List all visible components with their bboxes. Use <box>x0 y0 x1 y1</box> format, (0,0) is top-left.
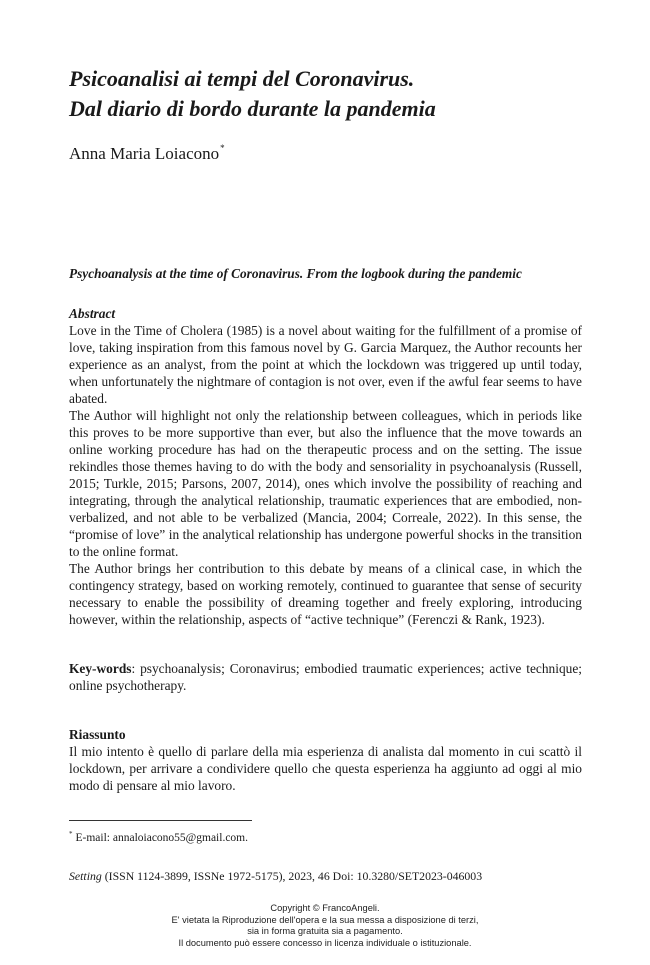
footnote-text: E-mail: annaloiacono55@gmail.com. <box>75 832 248 844</box>
keywords-text: : psychoanalysis; Coronavirus; embodied traumatic experiences; active technique; online psychotherapy. <box>69 661 582 693</box>
copyright-line-3: sia in forma gratuita sia a pagamento. <box>247 926 403 936</box>
footnote-mark: * <box>69 830 73 838</box>
abstract-paragraph-3: The Author brings her contribution to this debate by means of a clinical case, in which the contingency strategy, based on working remotely, continued to guarantee that sense of security necessary to enable the possibility of dreaming together and freely exploring, introducing however, within the relationship, aspects of “active technique” (Ferenczi & Rank, 1923). <box>69 561 582 627</box>
citation-details: (ISSN 1124-3899, ISSNe 1972-5175), 2023, 46 Doi: 10.3280/SET2023-046003 <box>101 869 483 883</box>
journal-name: Setting <box>69 869 102 883</box>
title-line-2: Dal diario di bordo durante la pandemia <box>69 96 436 121</box>
author-email-footnote <box>69 830 248 844</box>
abstract-paragraph-1: Love in the Time of Cholera (1985) is a novel about waiting for the fulfillment of a promise of love, taking inspiration from this famous novel by G. Garcia Marquez, the Author recounts her experience as an analyst, from the point at which the lockdown was triggered up until today, when unfortunately the nightmare of contagion is not over, even if the awful fear seems to have abated. <box>69 323 582 406</box>
abstract-heading: Abstract <box>69 306 116 321</box>
abstract-section <box>69 305 582 628</box>
riassunto-paragraph: Il mio intento è quello di parlare della mia esperienza di analista dal momento in cui scattò il lockdown, per arrivare a condividere quello che questa esperienza ha aggiunto ad oggi al mio modo di pensare al mio lavoro. <box>69 744 582 793</box>
journal-citation <box>69 869 482 884</box>
keywords-label: Key-words <box>69 661 132 676</box>
copyright-notice <box>0 903 650 949</box>
author-name <box>69 143 225 164</box>
riassunto-section <box>69 726 582 794</box>
copyright-line-4: Il documento può essere concesso in licenza individuale o istituzionale. <box>178 937 472 948</box>
author-footnote-mark: * <box>220 143 225 153</box>
abstract-paragraph-2: The Author will highlight not only the relationship between colleagues, which in periods like this proves to be more supportive than ever, but also the influence that the move towards an online working procedure has had on the therapeutic process and on the setting. The issue rekindles those themes having to do with the body and sensoriality in psychoanalysis (Russell, 2015; Turkle, 2015; Parsons, 2007, 2014), ones which involve the possibility of reaching and integrating, through the analytical relationship, traumatic experiences that are embodied, non-verbalized, and not able to be verbalized (Mancia, 2004; Correale, 2022). In this sense, the “promise of love” in the analytical relationship has undergone powerful shocks in the transition to the online format. <box>69 408 582 559</box>
title-line-1: Psicoanalisi ai tempi del Coronavirus. <box>69 66 415 91</box>
english-title: Psychoanalysis at the time of Coronavirus. From the logbook during the pandemic <box>69 266 522 281</box>
riassunto-heading: Riassunto <box>69 727 126 742</box>
copyright-line-1: Copyright © FrancoAngeli. <box>270 903 380 913</box>
copyright-line-2: E' vietata la Riproduzione dell'opera e la sua messa a disposizione di terzi, <box>171 914 479 925</box>
keywords-section <box>69 660 582 694</box>
author-name-text: Anna Maria Loiacono <box>69 144 220 163</box>
footnote-divider <box>69 820 252 821</box>
article-title <box>69 64 629 124</box>
